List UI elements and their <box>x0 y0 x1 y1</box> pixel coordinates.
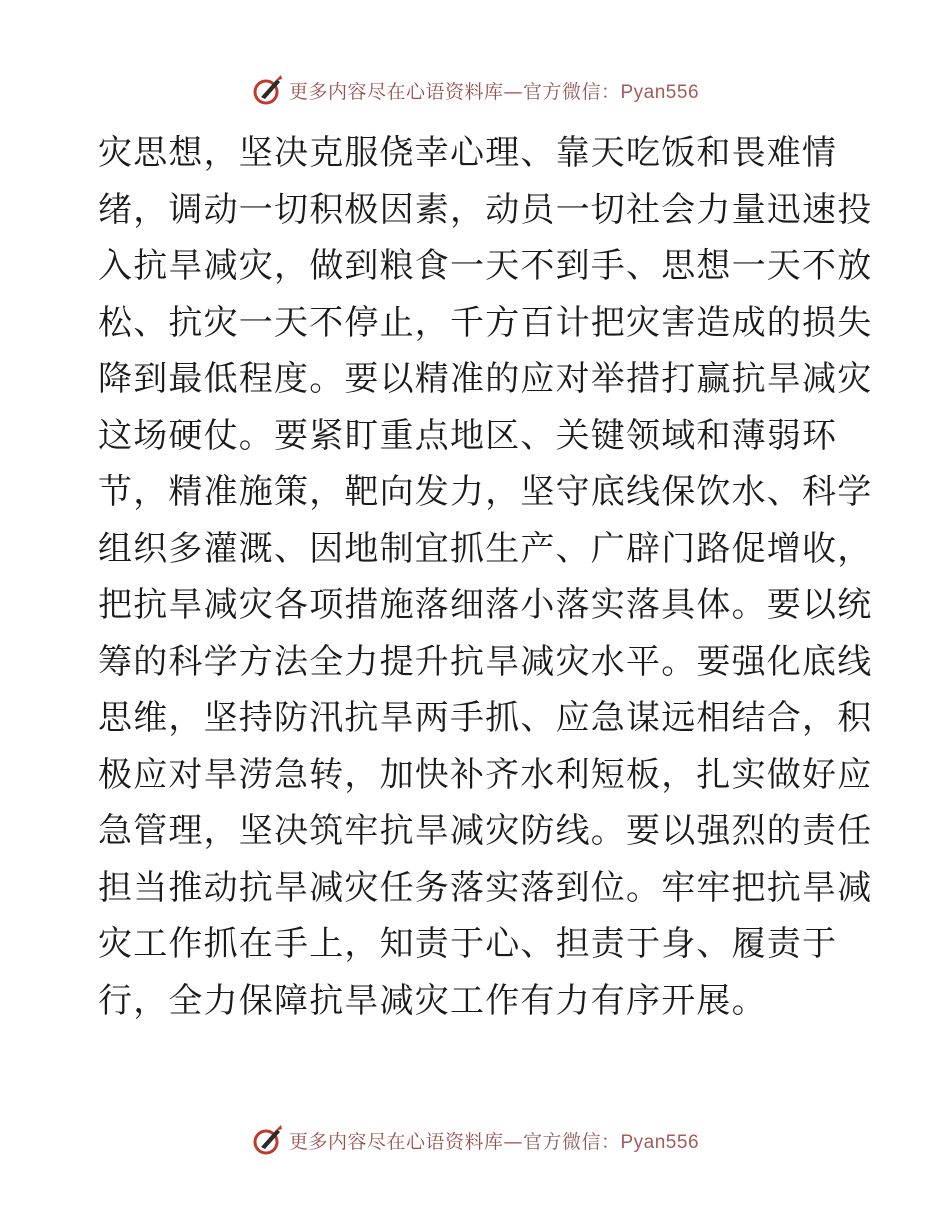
watermark-title: 更多内容尽在心语资料库 <box>288 80 504 103</box>
paragraph-line: 降到最低程度。要以精准的应对举措打赢抗旱减灾 <box>98 359 873 399</box>
watermark-text <box>289 77 699 104</box>
paragraph-line: 担当推动抗旱减灾任务落实落到位。牢牢把抗旱减 <box>98 867 873 908</box>
paragraph-line: 筹的科学方法全力提升抗旱减灾水平。要强化底线 <box>98 641 873 682</box>
paragraph-line: 入抗旱减灾，做到粮食一天不到手、思想一天不放 <box>98 246 873 286</box>
paragraph-line: 把抗旱减灾各项措施落细落小落实落具体。要以统 <box>98 585 873 625</box>
paragraph-line: 急管理，坚决筑牢抗旱减灾防线。要以强烈的责任 <box>98 811 873 851</box>
footer-watermark <box>0 1120 950 1160</box>
wechat-label: 官方微信： <box>522 1130 621 1153</box>
watermark-title: 更多内容尽在心语资料库 <box>288 1130 504 1153</box>
paragraph-line: 思维，坚持防汛抗旱两手抓、应急谋远相结合，积 <box>98 698 873 738</box>
paragraph-line: 灾思想，坚决克服侥幸心理、靠天吃饭和畏难情 <box>98 133 838 173</box>
paragraph-line: 极应对旱涝急转，加快补齐水利短板，扎实做好应 <box>98 754 873 795</box>
paragraph-line: 这场硬仗。要紧盯重点地区、关键领域和薄弱环 <box>98 415 838 456</box>
paragraph-line: 灾工作抓在手上，知责于心、担责于身、履责于 <box>98 924 838 964</box>
paragraph-line: 松、抗灾一天不停止，千方百计把灾害造成的损失 <box>98 302 873 343</box>
document-body <box>98 125 873 1029</box>
quill-logo-icon <box>251 73 285 107</box>
wechat-id: Pyan556 <box>620 81 700 103</box>
paragraph-line: 行，全力保障抗旱减灾工作有力有序开展。 <box>98 980 767 1021</box>
wechat-label: 官方微信： <box>522 80 621 103</box>
watermark-separator: — <box>503 80 523 103</box>
paragraph-line: 绪，调动一切积极因素，动员一切社会力量迅速投 <box>98 189 873 230</box>
watermark-text <box>289 1127 699 1154</box>
header-watermark <box>0 70 950 110</box>
paragraph-line: 节，精准施策，靶向发力，坚守底线保饮水、科学 <box>98 472 873 512</box>
watermark-separator: — <box>503 1130 523 1153</box>
quill-logo-icon <box>251 1123 285 1157</box>
paragraph-line: 组织多灌溉、因地制宜抓生产、广辟门路促增收， <box>98 528 873 569</box>
wechat-id: Pyan556 <box>620 1131 700 1153</box>
